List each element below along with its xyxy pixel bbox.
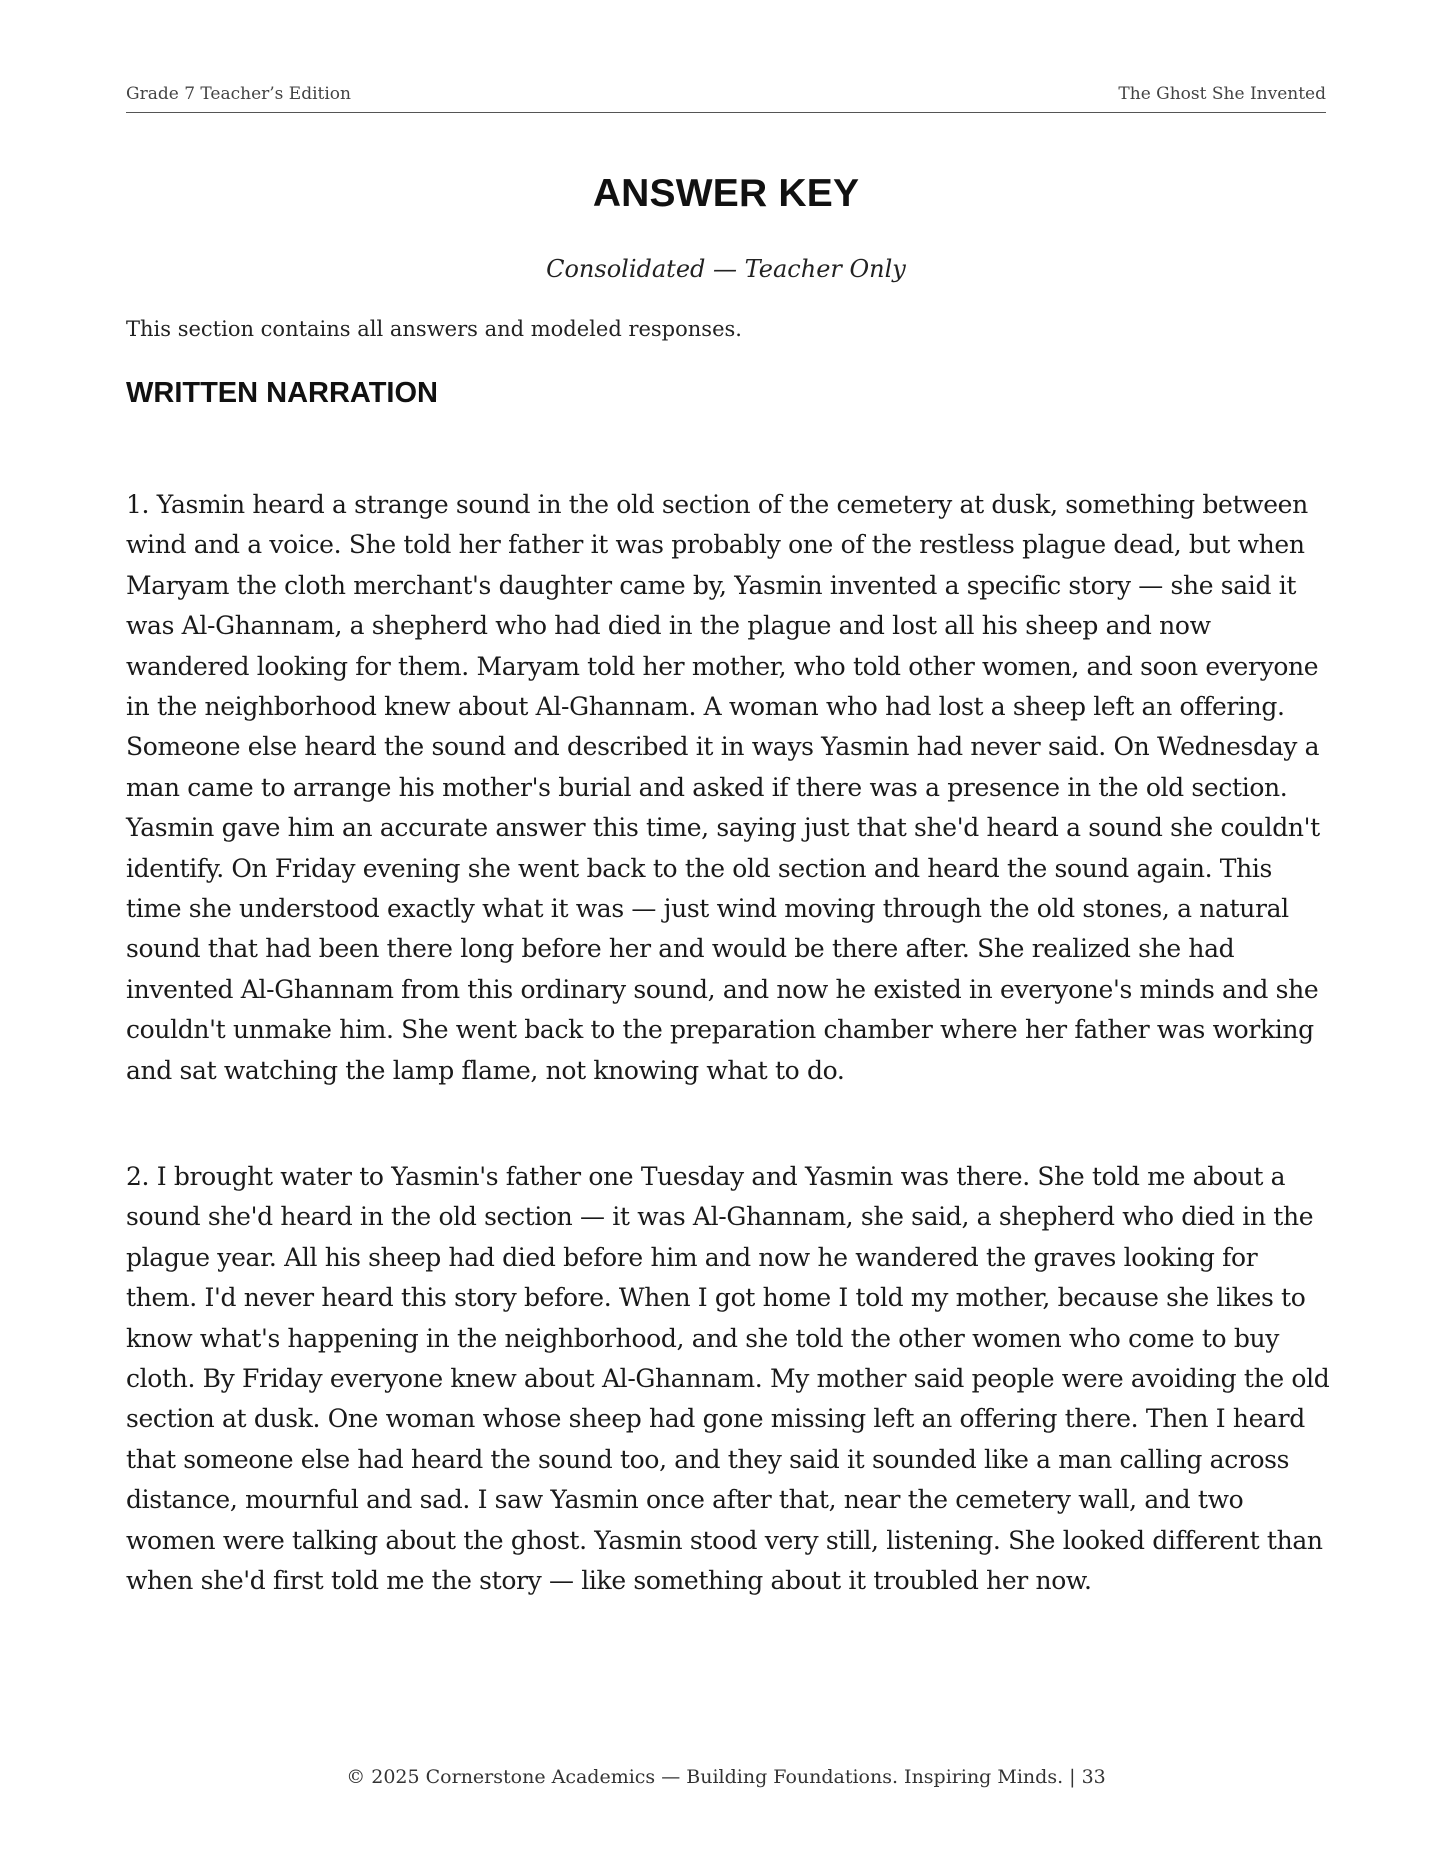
answer-paragraph-2: 2. I brought water to Yasmin's father one Tuesday and Yasmin was there. She told me about a sound she'd heard in the old section — it was Al-Ghannam, she said, a shepherd who died in the plague year. All his sheep had died before him and now he wandered the graves looking for them. I'd never heard this story before. When I got home I told my mother, because she likes to know what's happening in the neighborhood, and she told the other women who come to buy cloth. By Friday everyone knew about Al-Ghannam. My mother said people were avoiding the old section at dusk. One woman whose sheep had gone missing left an offering there. Then I heard that someone else had heard the sound too, and they said it sounded like a man calling across distance, mournful and sad. I saw Yasmin once after that, near the cemetery wall, and two women were talking about the ghost. Yasmin stood very still, listening. She looked different than when she'd first told me the story — like something about it troubled her now.	[126, 1162, 1330, 1596]
header-course-label: Grade 7 Teacher’s Edition	[126, 84, 351, 104]
header-story-title: The Ghost She Invented	[1118, 84, 1326, 104]
answer-paragraph-1: 1. Yasmin heard a strange sound in the old section of the cemetery at dusk, something between wind and a voice. She told her father it was probably one of the restless plague dead, but when Maryam the cloth merchant's daughter came by, Yasmin invented a specific story — she said it was Al-Ghannam, a shepherd who had died in the plague and lost all his sheep and now wandered looking for them. Maryam told her mother, who told other women, and soon everyone in the neighborhood knew about Al-Ghannam. A woman who had lost a sheep left an offering. Someone else heard the sound and described it in ways Yasmin had never said. On Wednesday a man came to arrange his mother's burial and asked if there was a presence in the old section. Yasmin gave him an accurate answer this time, saying just that she'd heard a sound she couldn't identify. On Friday evening she went back to the old section and heard the sound again. This time she understood exactly what it was — just wind moving through the old stones, a natural sound that had been there long before her and would be there after. She realized she had invented Al-Ghannam from this ordinary sound, and now he existed in everyone's minds and she couldn't unmake him. She went back to the preparation chamber where her father was working and sat watching the lamp flame, not knowing what to do.	[126, 490, 1320, 1085]
intro-text: This section contains all answers and modeled responses.	[126, 317, 742, 341]
page-footer: © 2025 Cornerstone Academics — Building Foundations. Inspiring Minds. | 33	[346, 1766, 1106, 1788]
page-subtitle: Consolidated — Teacher Only	[546, 255, 906, 283]
section-heading: WRITTEN NARRATION	[126, 377, 438, 409]
running-header	[126, 84, 1326, 113]
page-title: ANSWER KEY	[592, 172, 860, 215]
